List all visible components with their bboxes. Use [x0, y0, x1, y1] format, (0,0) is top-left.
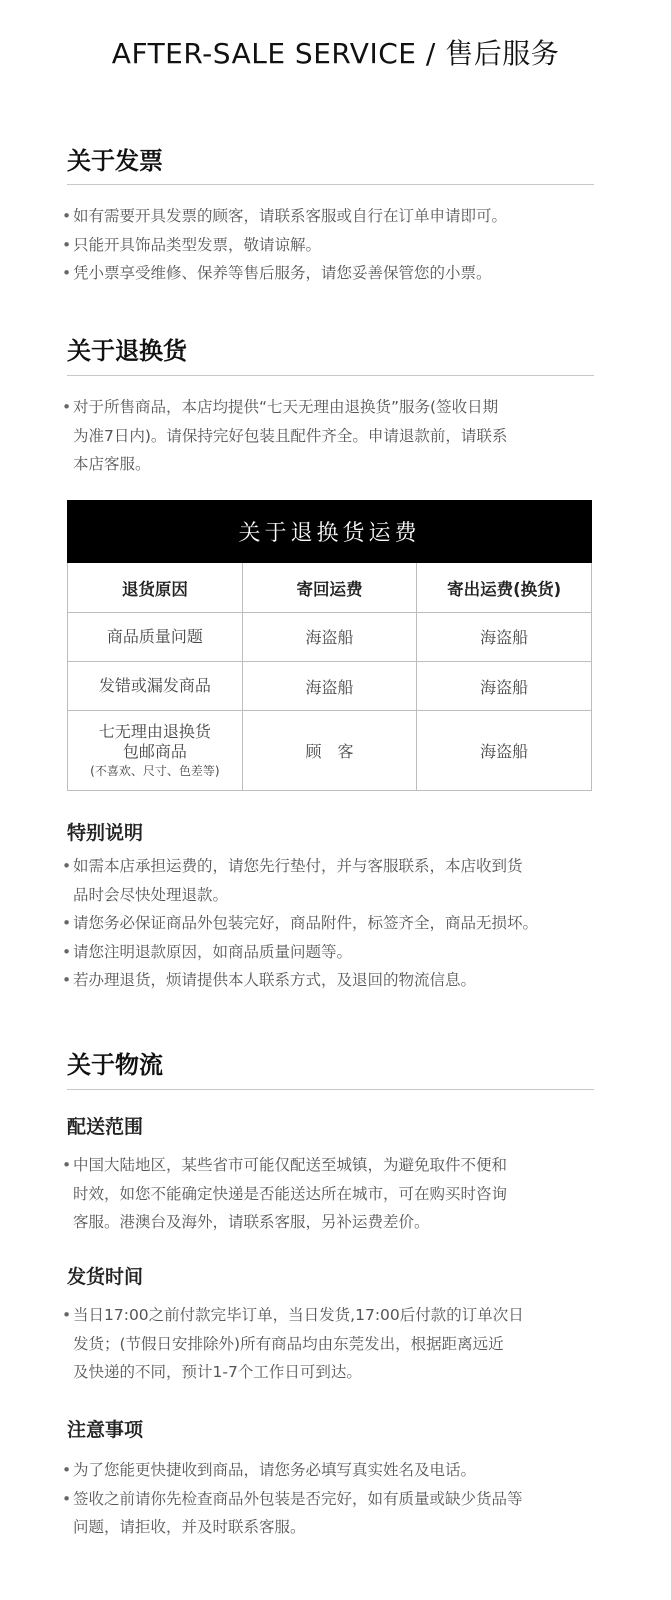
header-return-fee: 寄回运费 [242, 563, 417, 612]
send-fee-cell: 海盗船 [417, 711, 592, 791]
list-item-text: 当日17:00之前付款完毕订单，当日发货,17:00后付款的订单次日 [73, 1306, 524, 1324]
return-fee-cell: 海盗船 [242, 612, 417, 661]
delivery-scope-list [62, 1151, 602, 1237]
delivery-scope-title: 配送范围 [67, 1116, 144, 1138]
special-notes-title: 特别说明 [67, 822, 144, 844]
reason-note: (不喜欢、尺寸、色差等) [90, 763, 220, 778]
invoice-list [62, 202, 602, 288]
bullet-dot: • [62, 398, 72, 416]
reason-text: 七无理由退换货 [98, 721, 211, 741]
return-fee-cell: 顾 客 [242, 711, 417, 791]
reason-cell [68, 612, 243, 661]
list-item [62, 966, 602, 995]
fee-table-title: 关于退换货运费 [68, 501, 592, 563]
logistics-divider [67, 1089, 594, 1090]
bullet-dot: • [62, 857, 72, 875]
reason-text: 商品质量问题 [106, 626, 203, 646]
reason-cell [68, 711, 243, 791]
list-item [62, 909, 602, 938]
table-row [68, 711, 592, 791]
special-notes-list [62, 852, 602, 995]
send-fee-cell: 海盗船 [417, 662, 592, 711]
return-fee-table [67, 500, 592, 791]
table-row [68, 662, 592, 711]
returns-section-title: 关于退换货 [67, 337, 187, 365]
list-item-text: 发货；(节假日安排除外)所有商品均由东莞发出，根据距离远近 [73, 1334, 504, 1353]
bullet-dot: • [62, 264, 72, 282]
list-item-text: 只能开具饰品类型发票，敬请谅解。 [73, 235, 322, 254]
bullet-dot: • [62, 235, 72, 254]
list-item [62, 1151, 602, 1237]
returns-list [62, 393, 602, 479]
list-item-text: 及快递的不同，预计1-7个工作日可到达。 [73, 1363, 362, 1381]
list-item-text: 品时会尽快处理退款。 [73, 885, 229, 904]
list-item [62, 259, 602, 288]
bullet-dot: • [62, 207, 72, 225]
notes-title: 注意事项 [67, 1419, 144, 1441]
bullet-dot: • [62, 1156, 72, 1174]
returns-divider [67, 375, 594, 376]
list-item-text: 如有需要开具发票的顾客，请联系客服或自行在订单申请即可。 [73, 207, 508, 225]
bullet-dot: • [62, 971, 72, 989]
bullet-dot: • [62, 942, 72, 961]
header-send-fee: 寄出运费(换货) [417, 563, 592, 612]
bullet-dot: • [62, 1306, 72, 1324]
list-item-text: 中国大陆地区，某些省市可能仅配送至城镇，为避免取件不便和 [73, 1156, 508, 1174]
list-item-text: 若办理退货，烦请提供本人联系方式，及退回的物流信息。 [73, 971, 477, 989]
send-fee-cell: 海盗船 [417, 612, 592, 661]
reason-text: 发错或漏发商品 [98, 676, 211, 696]
reason-text: 包邮商品 [122, 741, 187, 761]
list-item-text: 本店客服。 [73, 455, 151, 473]
list-item-text: 问题，请拒收，并及时联系客服。 [73, 1518, 306, 1536]
list-item-text: 对于所售商品，本店均提供“七天无理由退换货”服务(签收日期 [73, 398, 499, 416]
reason-cell [68, 662, 243, 711]
list-item-text: 凭小票享受维修、保养等售后服务，请您妥善保管您的小票。 [73, 264, 492, 282]
logistics-section-title: 关于物流 [67, 1051, 163, 1079]
page-title: AFTER-SALE SERVICE / 售后服务 [111, 37, 560, 70]
bullet-dot: • [62, 914, 72, 932]
return-fee-cell: 海盗船 [242, 662, 417, 711]
list-item-text: 如需本店承担运费的，请您先行垫付，并与客服联系，本店收到货 [73, 857, 523, 875]
invoice-divider [67, 184, 594, 185]
invoice-section-title: 关于发票 [67, 147, 163, 175]
bullet-dot: • [62, 1461, 72, 1479]
list-item [62, 393, 602, 479]
list-item [62, 852, 602, 909]
list-item-text: 为了您能更快捷收到商品，请您务必填写真实姓名及电话。 [73, 1461, 477, 1479]
table-row [68, 612, 592, 661]
list-item-text: 时效，如您不能确定快递是否能送达所在城市，可在购买时咨询 [73, 1184, 508, 1203]
list-item-text: 签收之前请你先检查商品外包装是否完好，如有质量或缺少货品等 [73, 1489, 523, 1508]
bullet-dot: • [62, 1489, 72, 1508]
list-item-text: 为准7日内)。请保持完好包装且配件齐全。申请退款前，请联系 [73, 426, 508, 445]
list-item [62, 1485, 602, 1542]
list-item [62, 1456, 602, 1485]
list-item [62, 231, 602, 260]
list-item [62, 1301, 602, 1387]
shipping-time-title: 发货时间 [67, 1266, 144, 1288]
header-reason: 退货原因 [68, 563, 243, 612]
notes-list [62, 1456, 602, 1542]
list-item-text: 客服。港澳台及海外，请联系客服，另补运费差价。 [73, 1213, 430, 1231]
list-item [62, 202, 602, 231]
list-item [62, 938, 602, 967]
shipping-time-list [62, 1301, 602, 1387]
list-item-text: 请您注明退款原因，如商品质量问题等。 [73, 942, 353, 961]
list-item-text: 请您务必保证商品外包装完好，商品附件，标签齐全，商品无损坏。 [73, 914, 539, 932]
